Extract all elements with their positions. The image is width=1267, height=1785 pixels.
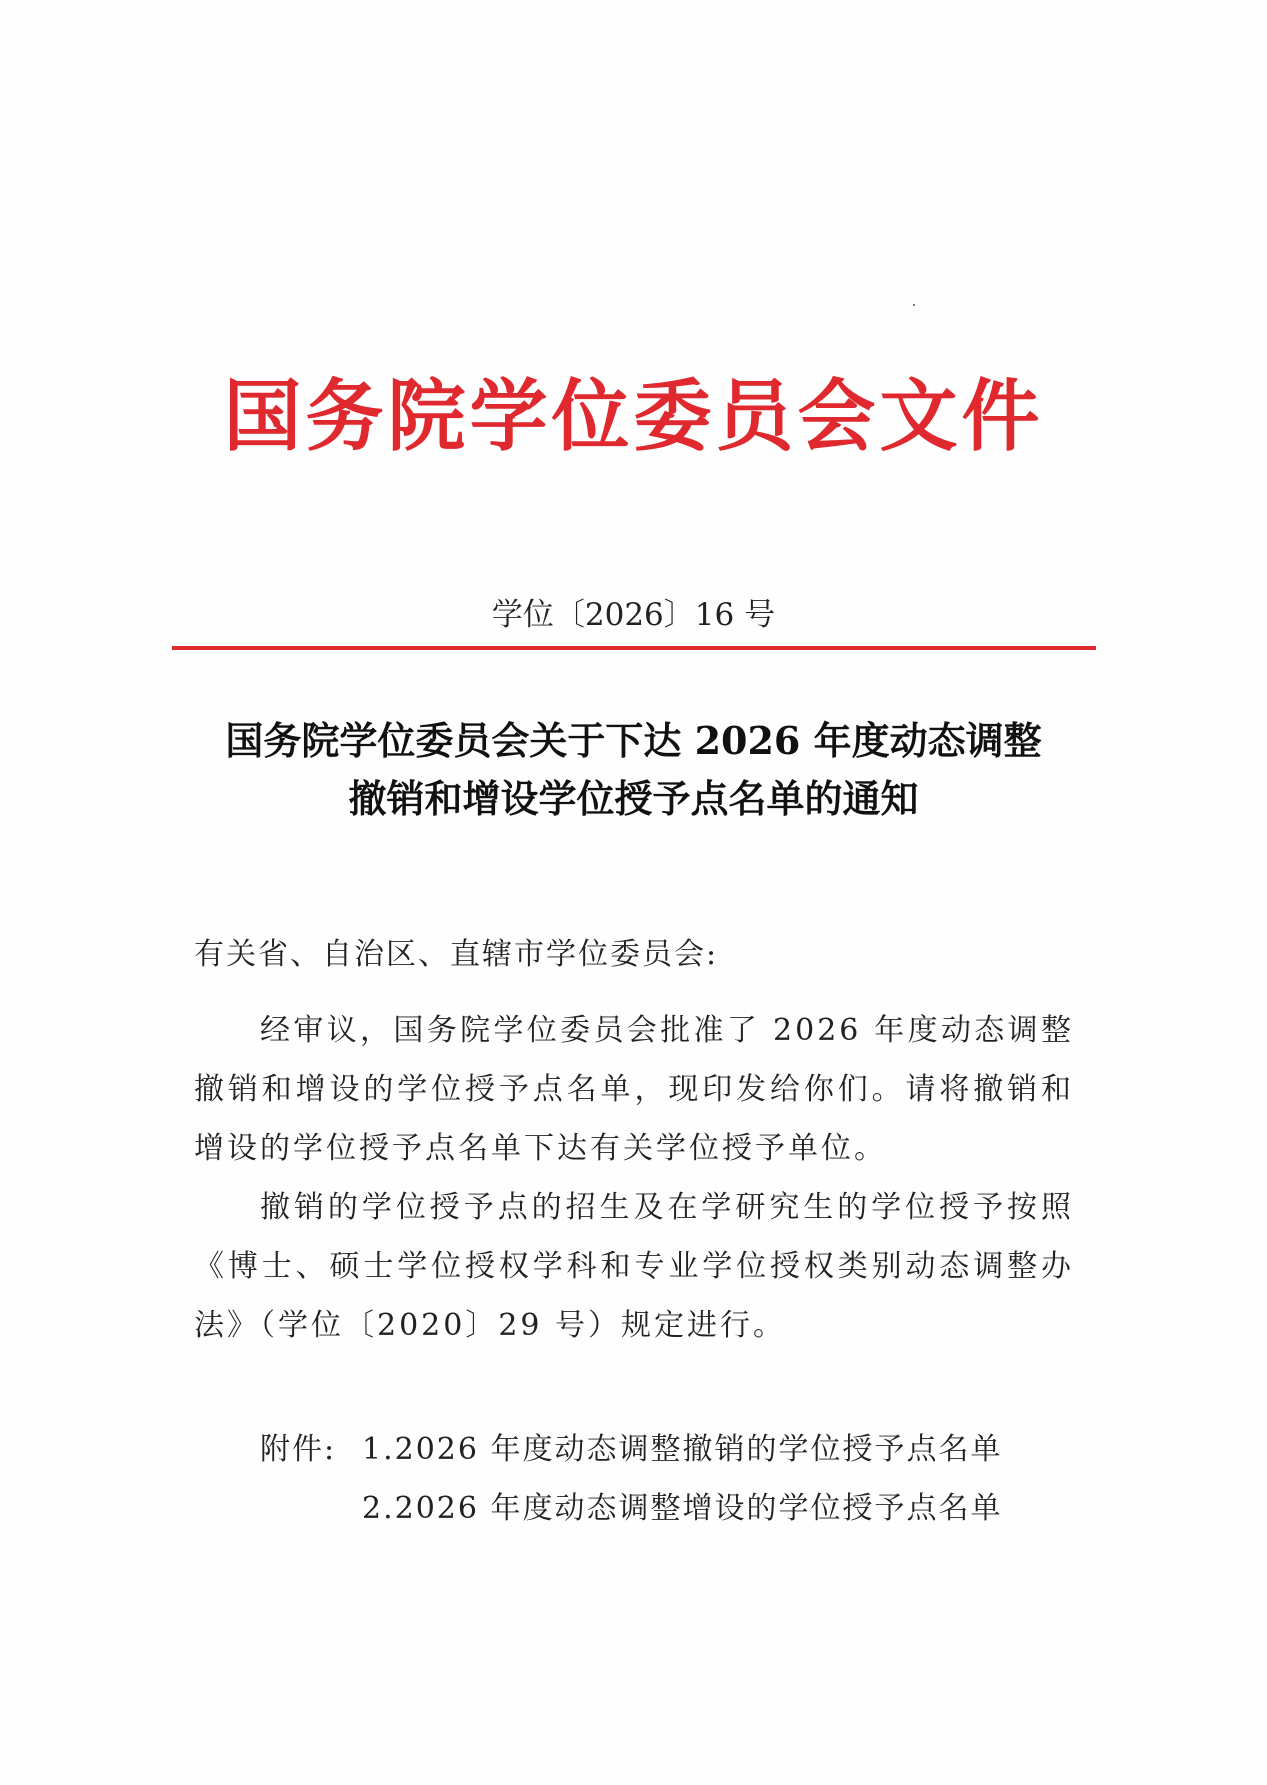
document-title-line-1: 国务院学位委员会关于下达 2026 年度动态调整 — [225, 718, 1042, 763]
attachments-label: 附件: — [260, 1432, 337, 1467]
body-paragraph-2: 撤销的学位授予点的招生及在学研究生的学位授予按照《博士、硕士学位授权学科和专业学位授权类别动态调整办法》（学位〔2020〕29 号）规定进行。 — [194, 1190, 1074, 1343]
document-title — [150, 712, 1117, 828]
body-paragraph-1: 经审议，国务院学位委员会批准了 2026 年度动态调整撤销和增设的学位授予点名单，现印发给你们。请将撤销和增设的学位授予点名单下达有关学位授予单位。 — [194, 1013, 1074, 1166]
attachment-row-1 — [260, 1420, 1003, 1479]
scan-speck — [913, 304, 915, 306]
addressee: 有关省、自治区、直辖市学位委员会: — [194, 937, 719, 972]
attachments — [260, 1420, 1003, 1538]
document-number: 学位〔2026〕16 号 — [491, 597, 776, 633]
document-title-line-2: 撤销和增设学位授予点名单的通知 — [348, 776, 919, 821]
body-text — [194, 1001, 1074, 1355]
issuer-header: 国务院学位委员会文件 — [223, 371, 1044, 462]
attachment-item-1: 1.2026 年度动态调整撤销的学位授予点名单 — [362, 1432, 1003, 1467]
attachment-item-2: 2.2026 年度动态调整增设的学位授予点名单 — [362, 1491, 1003, 1526]
attachment-row-2 — [260, 1479, 1003, 1538]
red-divider-line — [172, 646, 1096, 650]
